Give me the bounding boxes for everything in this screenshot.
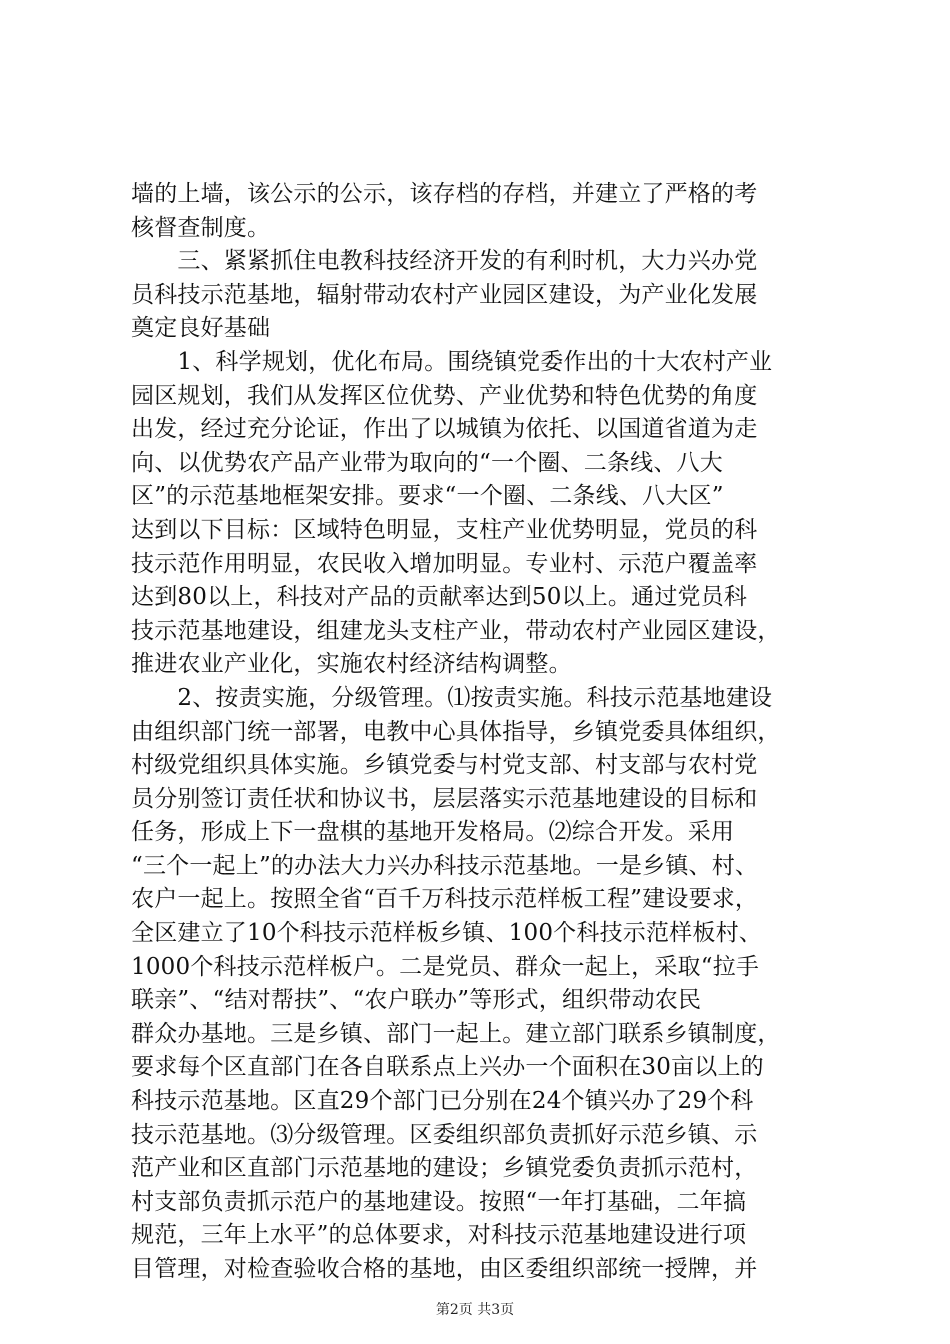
- text-line: 达到80以上，科技对产品的贡献率达到50以上。通过党员科: [131, 584, 748, 611]
- document-body: [131, 178, 831, 1287]
- text-line: 园区规划，我们从发挥区位优势、产业优势和特色优势的角度: [131, 382, 758, 409]
- text-line: 农户一起上。按照全省“百千万科技示范样板工程”建设要求，: [131, 886, 759, 913]
- text-line: 村级党组织具体实施。乡镇党委与村党支部、村支部与农村党: [131, 752, 758, 779]
- text-line: 技示范基地建设，组建龙头支柱产业，带动农村产业园区建设，: [131, 617, 781, 644]
- text-line: “三个一起上”的办法大力兴办科技示范基地。一是乡镇、村、: [131, 852, 759, 879]
- page-footer: [0, 1300, 950, 1320]
- text-line: 全区建立了10个科技示范样板乡镇、100个科技示范样板村、: [131, 920, 762, 947]
- text-line: 墙的上墙，该公示的公示，该存档的存档，并建立了严格的考: [131, 181, 758, 207]
- text-line: 达到以下目标：区域特色明显，支柱产业优势明显，党员的科: [131, 516, 758, 543]
- text-line: 技示范作用明显，农民收入增加明显。专业村、示范户覆盖率: [131, 550, 758, 577]
- page-number-label: 第2页 共3页: [435, 1302, 515, 1318]
- text-line: 科技示范基地。区直29个部门已分别在24个镇兴办了29个科: [131, 1088, 754, 1115]
- text-line: 范产业和区直部门示范基地的建设；乡镇党委负责抓示范村，: [131, 1155, 758, 1182]
- text-line: 1、科学规划，优化布局。围绕镇党委作出的十大农村产业: [131, 348, 773, 375]
- text-line: 员科技示范基地，辐射带动农村产业园区建设，为产业化发展: [131, 281, 758, 308]
- text-line: 向、以优势农产品产业带为取向的“一个圈、二条线、八大: [131, 449, 723, 476]
- text-line: 任务，形成上下一盘棋的基地开发格局。⑵综合开发。采用: [131, 819, 735, 846]
- text-line: 目管理，对检查验收合格的基地，由区委组织部统一授牌，并: [131, 1256, 758, 1282]
- text-line: 联亲”、“结对帮扶”、“农户联办”等形式，组织带动农民: [131, 987, 702, 1014]
- text-line: 由组织部门统一部署，电教中心具体指导，乡镇党委具体组织，: [131, 718, 781, 745]
- text-line: 要求每个区直部门在各自联系点上兴办一个面积在30亩以上的: [131, 1054, 764, 1081]
- text-line: 区”的示范基地框架安排。要求“一个圈、二条线、八大区”: [131, 483, 724, 510]
- text-line: 出发，经过充分论证，作出了以城镇为依托、以国道省道为走: [131, 416, 758, 443]
- text-line: 群众办基地。三是乡镇、部门一起上。建立部门联系乡镇制度，: [131, 1020, 781, 1047]
- text-line: 推进农业产业化，实施农村经济结构调整。: [131, 651, 572, 678]
- text-line: 技示范基地。⑶分级管理。区委组织部负责抓好示范乡镇、示: [131, 1121, 758, 1148]
- text-line: 2、按责实施，分级管理。⑴按责实施。科技示范基地建设: [131, 684, 773, 711]
- text-line: 规范，三年上水平”的总体要求，对科技示范基地建设进行项: [131, 1222, 747, 1249]
- text-line: 村支部负责抓示范户的基地建设。按照“一年打基础，二年搞: [131, 1188, 747, 1215]
- text-line: 奠定良好基础: [131, 315, 271, 342]
- text-line: 1000个科技示范样板户。二是党员、群众一起上，采取“拉手: [131, 953, 760, 980]
- text-line: 核督查制度。: [131, 214, 271, 241]
- text-line: 员分别签订责任状和协议书，层层落实示范基地建设的目标和: [131, 785, 758, 812]
- text-line: 三、紧紧抓住电教科技经济开发的有利时机，大力兴办党: [131, 248, 758, 275]
